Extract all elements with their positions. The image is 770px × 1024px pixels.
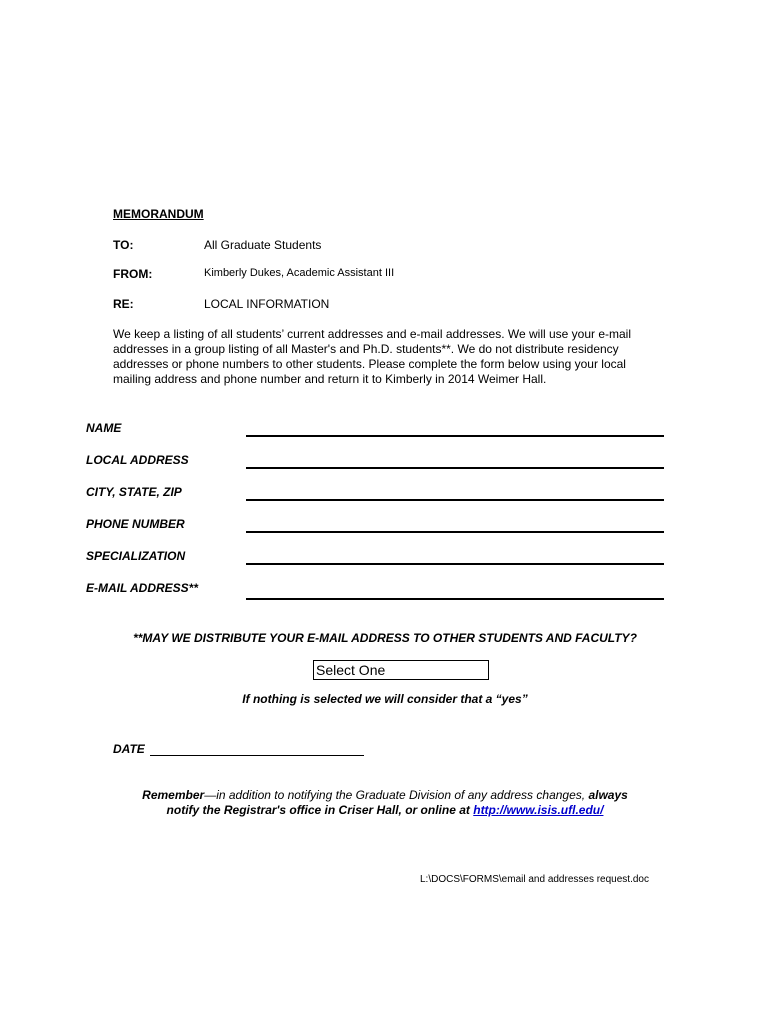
remember-part2: notify the Registrar's office in Criser Hall, or online at [166, 803, 474, 817]
memo-title: MEMORANDUM [113, 207, 204, 221]
distribute-select[interactable]: Select One [313, 660, 489, 680]
city-state-zip-field-line[interactable] [246, 499, 664, 501]
from-value: Kimberly Dukes, Academic Assistant III [204, 267, 395, 279]
name-field-line[interactable] [246, 435, 664, 437]
re-value: LOCAL INFORMATION [204, 297, 330, 311]
local-address-label: LOCAL ADDRESS [86, 453, 189, 467]
remember-always: always [588, 788, 628, 802]
distribute-question: **MAY WE DISTRIBUTE YOUR E-MAIL ADDRESS TO OTHER STUDENTS AND FACULTY? [133, 631, 637, 645]
to-value: All Graduate Students [204, 238, 322, 252]
default-yes-note: If nothing is selected we will consider that a “yes” [242, 692, 528, 706]
name-label: NAME [86, 421, 122, 435]
re-label: RE: [113, 297, 134, 311]
remember-part1: —in addition to notifying the Graduate Division of any address changes, [204, 788, 589, 802]
file-path-footer: L:\DOCS\FORMS\email and addresses request.doc [420, 874, 649, 885]
phone-number-field-line[interactable] [246, 531, 664, 533]
specialization-field-line[interactable] [246, 563, 664, 565]
phone-number-label: PHONE NUMBER [86, 517, 185, 531]
to-label: TO: [113, 238, 134, 252]
remember-note [0, 788, 770, 818]
memo-body: We keep a listing of all students’ current addresses and e-mail addresses. We will use your e-mail addresses in a group listing of all Master's and Ph.D. students**. We do not distribute residency addresses or phone numbers to other students. Please complete the form below using your local mailing address and phone number and return it to Kimberly in 2014 Weimer Hall. [113, 327, 632, 386]
specialization-label: SPECIALIZATION [86, 549, 186, 563]
email-address-field-line[interactable] [246, 598, 664, 600]
date-field-line[interactable] [150, 755, 364, 756]
local-address-field-line[interactable] [246, 467, 664, 469]
city-state-zip-label: CITY, STATE, ZIP [86, 485, 182, 499]
isis-link[interactable]: http://www.isis.ufl.edu/ [473, 803, 604, 817]
email-address-label: E-MAIL ADDRESS** [86, 581, 199, 595]
from-label: FROM: [113, 267, 153, 281]
date-label: DATE [113, 742, 145, 756]
remember-lead: Remember [142, 788, 205, 802]
